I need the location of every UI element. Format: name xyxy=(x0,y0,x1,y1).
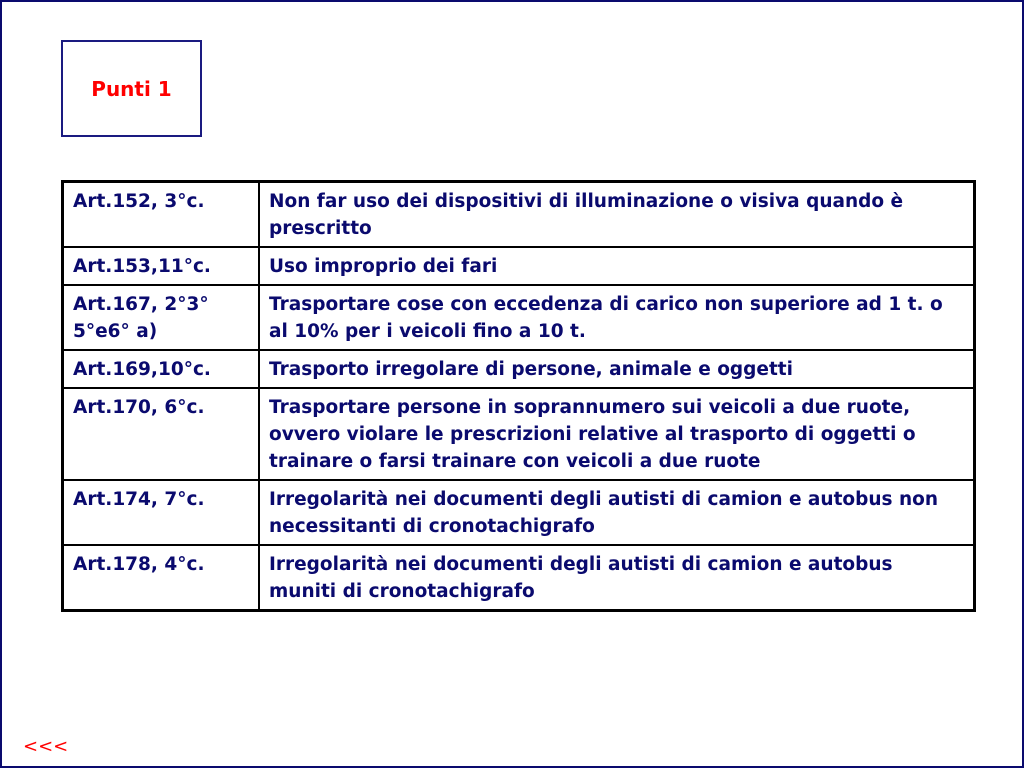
article-cell: Art.167, 2°3° 5°e6° a) xyxy=(63,285,260,350)
article-cell: Art.170, 6°c. xyxy=(63,388,260,480)
description-cell: Trasportare cose con eccedenza di carico non superiore ad 1 t. o al 10% per i veicoli fino a 10 t. xyxy=(259,285,975,350)
description-cell: Trasporto irregolare di persone, animale e oggetti xyxy=(259,350,975,388)
article-cell: Art.178, 4°c. xyxy=(63,545,260,611)
article-cell: Art.153,11°c. xyxy=(63,247,260,285)
description-cell: Trasportare persone in soprannumero sui veicoli a due ruote, ovvero violare le prescrizioni relative al trasporto di oggetti o trainare o farsi trainare con veicoli a due ruote xyxy=(259,388,975,480)
article-cell: Art.152, 3°c. xyxy=(63,182,260,248)
table-row xyxy=(63,285,975,350)
article-cell: Art.174, 7°c. xyxy=(63,480,260,545)
table-row xyxy=(63,388,975,480)
description-cell: Irregolarità nei documenti degli autisti di camion e autobus non necessitanti di cronotachigrafo xyxy=(259,480,975,545)
description-cell: Uso improprio dei fari xyxy=(259,247,975,285)
table-row xyxy=(63,480,975,545)
points-label: Punti 1 xyxy=(91,76,172,101)
table-row xyxy=(63,545,975,611)
violations-table xyxy=(61,180,976,612)
back-link[interactable]: <<< xyxy=(23,736,69,757)
table-row xyxy=(63,350,975,388)
table-row xyxy=(63,182,975,248)
points-box xyxy=(61,40,202,137)
article-cell: Art.169,10°c. xyxy=(63,350,260,388)
description-cell: Irregolarità nei documenti degli autisti di camion e autobus muniti di cronotachigrafo xyxy=(259,545,975,611)
table-row xyxy=(63,247,975,285)
description-cell: Non far uso dei dispositivi di illuminazione o visiva quando è prescritto xyxy=(259,182,975,248)
